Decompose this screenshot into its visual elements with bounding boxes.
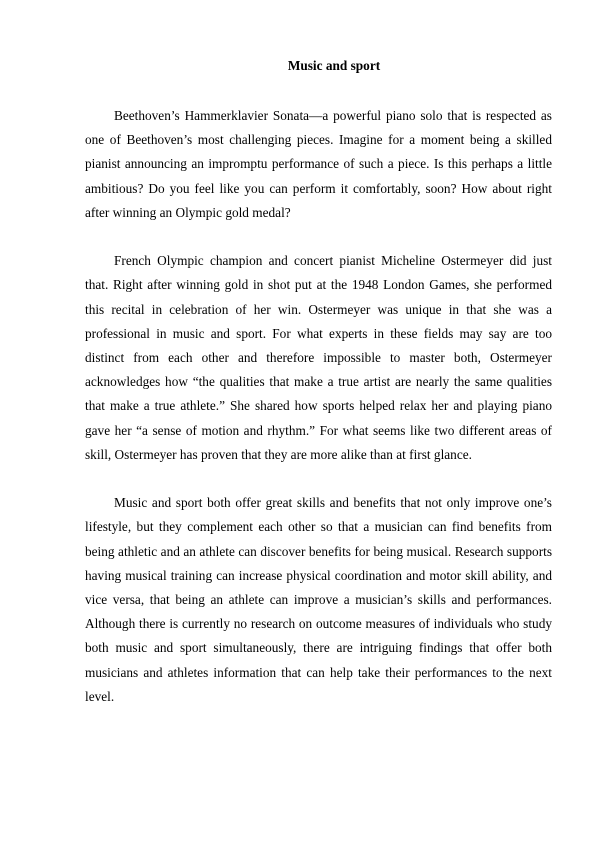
paragraph-intro: Beethoven’s Hammerklavier Sonata—a powerful piano solo that is respected as one of Beethoven’s most challenging pieces. Imagine for a moment being a skilled pianist announcing an impromptu performance of such a piece. Is this perhaps a little ambitious? Do you feel like you can perform it comfortably, soon? How about right after winning an Olympic gold medal? bbox=[85, 108, 552, 220]
paragraph-benefits: Music and sport both offer great skills and benefits that not only improve one’s lifestyle, but they complement each other so that a musician can find benefits from being athletic and an athlete can discover benefits for being musical. Research supports having musical training can increase physical coordination and motor skill ability, and vice versa, that being an athlete can improve a musician’s skills and performances. Although there is currently no research on outcome measures of individuals who study both music and sport simultaneously, there are intriguing findings that offer both musicians and athletes information that can help take their performances to the next level. bbox=[85, 495, 552, 704]
paragraph-ostermeyer: French Olympic champion and concert pianist Micheline Ostermeyer did just that. Right after winning gold in shot put at the 1948 London Games, she performed this recital in celebration of her win. Ostermeyer was unique in that she was a professional in music and sport. For what experts in these fields may say are too distinct from each other and therefore impossible to master both, Ostermeyer acknowledges how “the qualities that make a true artist are nearly the same qualities that make a true athlete.” She shared how sports helped relax her and playing piano gave her “a sense of motion and rhythm.” For what seems like two different areas of skill, Ostermeyer has proven that they are more alike than at first glance. bbox=[85, 253, 552, 462]
document-title: Music and sport bbox=[287, 58, 381, 73]
document-body bbox=[85, 104, 552, 709]
